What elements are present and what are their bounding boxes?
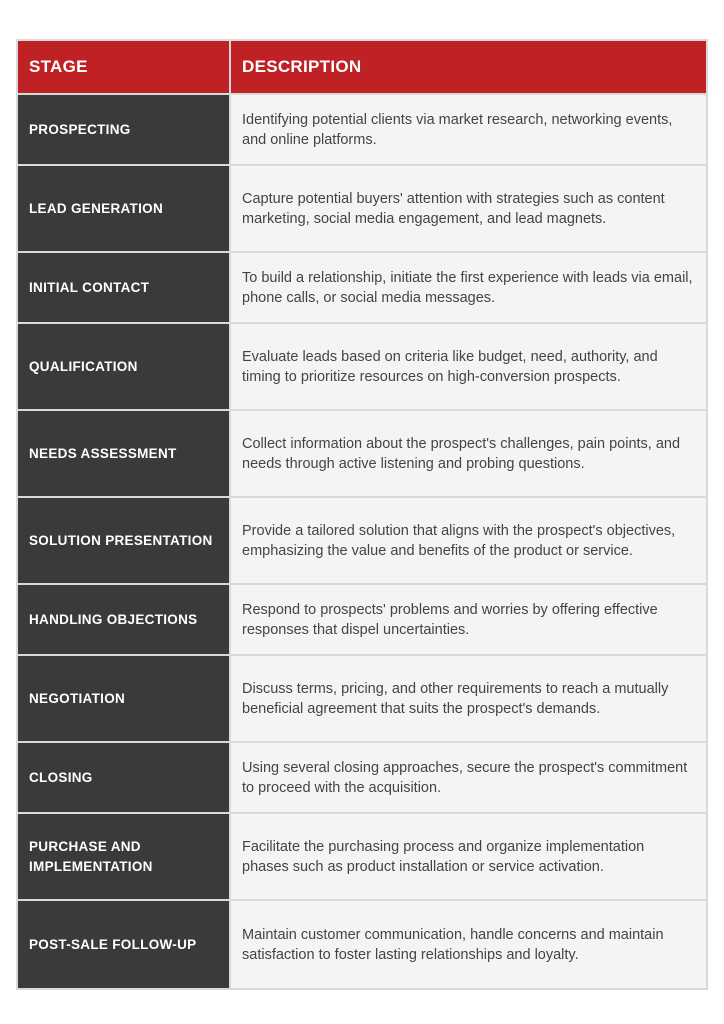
- table-header-row: [18, 41, 706, 95]
- stage-cell: NEEDS ASSESSMENT: [18, 411, 231, 496]
- description-cell: Discuss terms, pricing, and other requirements to reach a mutually beneficial agreement that suits the prospect's demands.: [231, 656, 706, 741]
- sales-stages-table: [16, 39, 708, 990]
- stage-cell: POST-SALE FOLLOW-UP: [18, 901, 231, 988]
- description-cell: Using several closing approaches, secure the prospect's commitment to proceed with the acquisition.: [231, 743, 706, 812]
- description-cell: Evaluate leads based on criteria like budget, need, authority, and timing to prioritize resources on high-conversion prospects.: [231, 324, 706, 409]
- table-row: [18, 324, 706, 411]
- table-row: [18, 901, 706, 988]
- description-cell: Provide a tailored solution that aligns with the prospect's objectives, emphasizing the value and benefits of the product or service.: [231, 498, 706, 583]
- description-column-header: DESCRIPTION: [242, 57, 362, 76]
- stage-cell: HANDLING OBJECTIONS: [18, 585, 231, 654]
- table-row: [18, 814, 706, 901]
- description-cell: Respond to prospects' problems and worries by offering effective responses that dispel uncertainties.: [231, 585, 706, 654]
- table-row: [18, 656, 706, 743]
- description-cell: To build a relationship, initiate the first experience with leads via email, phone calls, or social media messages.: [231, 253, 706, 322]
- stage-cell: PROSPECTING: [18, 95, 231, 164]
- description-cell: Capture potential buyers' attention with strategies such as content marketing, social media engagement, and lead magnets.: [231, 166, 706, 251]
- table-row: [18, 411, 706, 498]
- stage-cell: LEAD GENERATION: [18, 166, 231, 251]
- stage-cell: QUALIFICATION: [18, 324, 231, 409]
- table-row: [18, 498, 706, 585]
- stage-cell: SOLUTION PRESENTATION: [18, 498, 231, 583]
- stage-cell: NEGOTIATION: [18, 656, 231, 741]
- stage-cell: PURCHASE AND IMPLEMENTATION: [18, 814, 231, 899]
- table-row: [18, 253, 706, 324]
- table-row: [18, 166, 706, 253]
- stage-cell: CLOSING: [18, 743, 231, 812]
- description-cell: Maintain customer communication, handle concerns and maintain satisfaction to foster lasting relationships and loyalty.: [231, 901, 706, 988]
- stage-column-header: STAGE: [18, 41, 231, 93]
- description-cell: Facilitate the purchasing process and organize implementation phases such as product installation or service activation.: [231, 814, 706, 899]
- table-row: [18, 585, 706, 656]
- description-cell: Collect information about the prospect's challenges, pain points, and needs through active listening and probing questions.: [231, 411, 706, 496]
- table-row: [18, 95, 706, 166]
- description-cell: Identifying potential clients via market research, networking events, and online platforms.: [231, 95, 706, 164]
- table-row: [18, 743, 706, 814]
- stage-cell: INITIAL CONTACT: [18, 253, 231, 322]
